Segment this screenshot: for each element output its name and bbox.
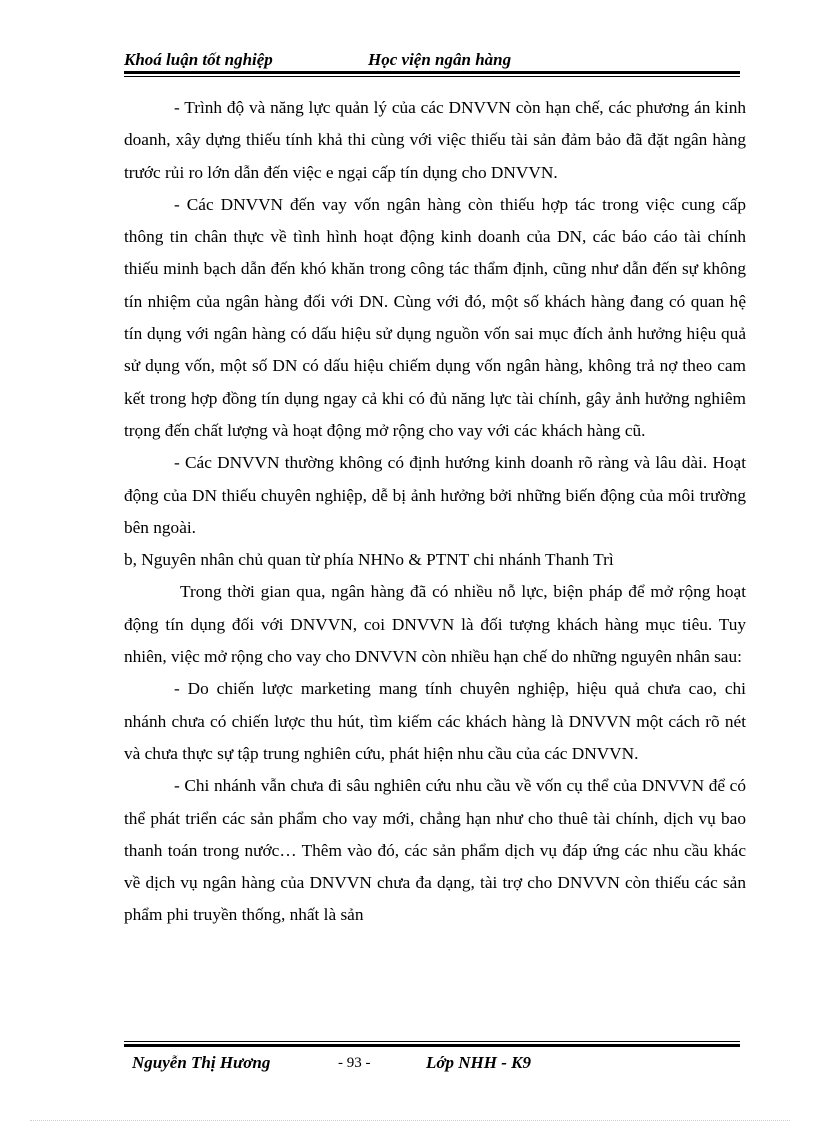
footer-author: Nguyễn Thị Hương — [132, 1053, 271, 1072]
footer-class: Lớp NHH - K9 — [426, 1053, 531, 1072]
header-thesis-title: Khoá luận tốt nghiệp — [124, 50, 273, 69]
paragraph: - Do chiến lược marketing mang tính chuyên nghiệp, hiệu quả chưa cao, chi nhánh chưa có chiến lược thu hút, tìm kiếm các khách hàng là DNVVN một cách rõ nét và chưa thực sự tập trung nghiên cứu, phát hiện nhu cầu của các DNVVN. — [124, 679, 746, 763]
header-institution: Học viện ngân hàng — [368, 50, 512, 69]
paragraph: Trong thời gian qua, ngân hàng đã có nhiều nỗ lực, biện pháp để mở rộng hoạt động tín dụng đối với DNVVN, coi DNVVN là đối tượng khách hàng mục tiêu. Tuy nhiên, việc mở rộng cho vay cho DNVVN còn nhiều hạn chế do những nguyên nhân sau: — [124, 582, 746, 667]
section-heading: b, Nguyên nhân chủ quan từ phía NHNo & PTNT chi nhánh Thanh Trì — [124, 550, 614, 570]
paragraph: - Chi nhánh vẫn chưa đi sâu nghiên cứu nhu cầu về vốn cụ thể của DNVVN để có thể phát triển các sản phẩm cho vay mới, chẳng hạn như cho thuê tài chính, dịch vụ bao thanh toán trong nước… Thêm vào đó, các sản phẩm dịch vụ đáp ứng các nhu cầu khác về dịch vụ ngân hàng của DNVVN chưa đa dạng, tài trợ cho DNVVN còn thiếu các sản phẩm phi truyền thống, nhất là sản — [124, 776, 746, 925]
page-header — [124, 50, 740, 70]
paragraph: - Trình độ và năng lực quản lý của các DNVVN còn hạn chế, các phương án kinh doanh, xây dựng thiếu tính khả thi cùng với việc thiếu tài sản đảm bảo đã đặt ngân hàng trước rủi ro lớn dẫn đến việc e ngại cấp tín dụng cho DNVVN. — [124, 98, 746, 182]
header-rule-thin — [124, 76, 740, 77]
header-rule-thick — [124, 71, 740, 74]
paragraph: - Các DNVVN thường không có định hướng kinh doanh rõ ràng và lâu dài. Hoạt động của DN thiếu chuyên nghiệp, dễ bị ảnh hưởng bởi những biến động của môi trường bên ngoài. — [124, 453, 746, 537]
page-footer — [132, 1053, 732, 1075]
footer-rule-thick — [124, 1044, 740, 1047]
footer-rule-thin — [124, 1041, 740, 1042]
document-body — [124, 92, 746, 932]
paragraph: - Các DNVVN đến vay vốn ngân hàng còn thiếu hợp tác trong việc cung cấp thông tin chân thực về tình hình hoạt động kinh doanh của DN, các báo cáo tài chính thiếu minh bạch dẫn đến khó khăn trong công tác thẩm định, cũng như dẫn đến sự không tín nhiệm của ngân hàng đối với DN. Cùng với đó, một số khách hàng đang có quan hệ tín dụng với ngân hàng có dấu hiệu sử dụng nguồn vốn sai mục đích ảnh hưởng hiệu quả sử dụng vốn, một số DN có dấu hiệu chiếm dụng vốn ngân hàng, không trả nợ theo cam kết trong hợp đồng tín dụng ngay cả khi có đủ năng lực tài chính, gây ảnh hưởng nghiêm trọng đến chất lượng và hoạt động mở rộng cho vay với các khách hàng cũ. — [124, 194, 746, 440]
page-border-dotted — [30, 1120, 790, 1121]
footer-page-number: - 93 - — [338, 1055, 371, 1071]
